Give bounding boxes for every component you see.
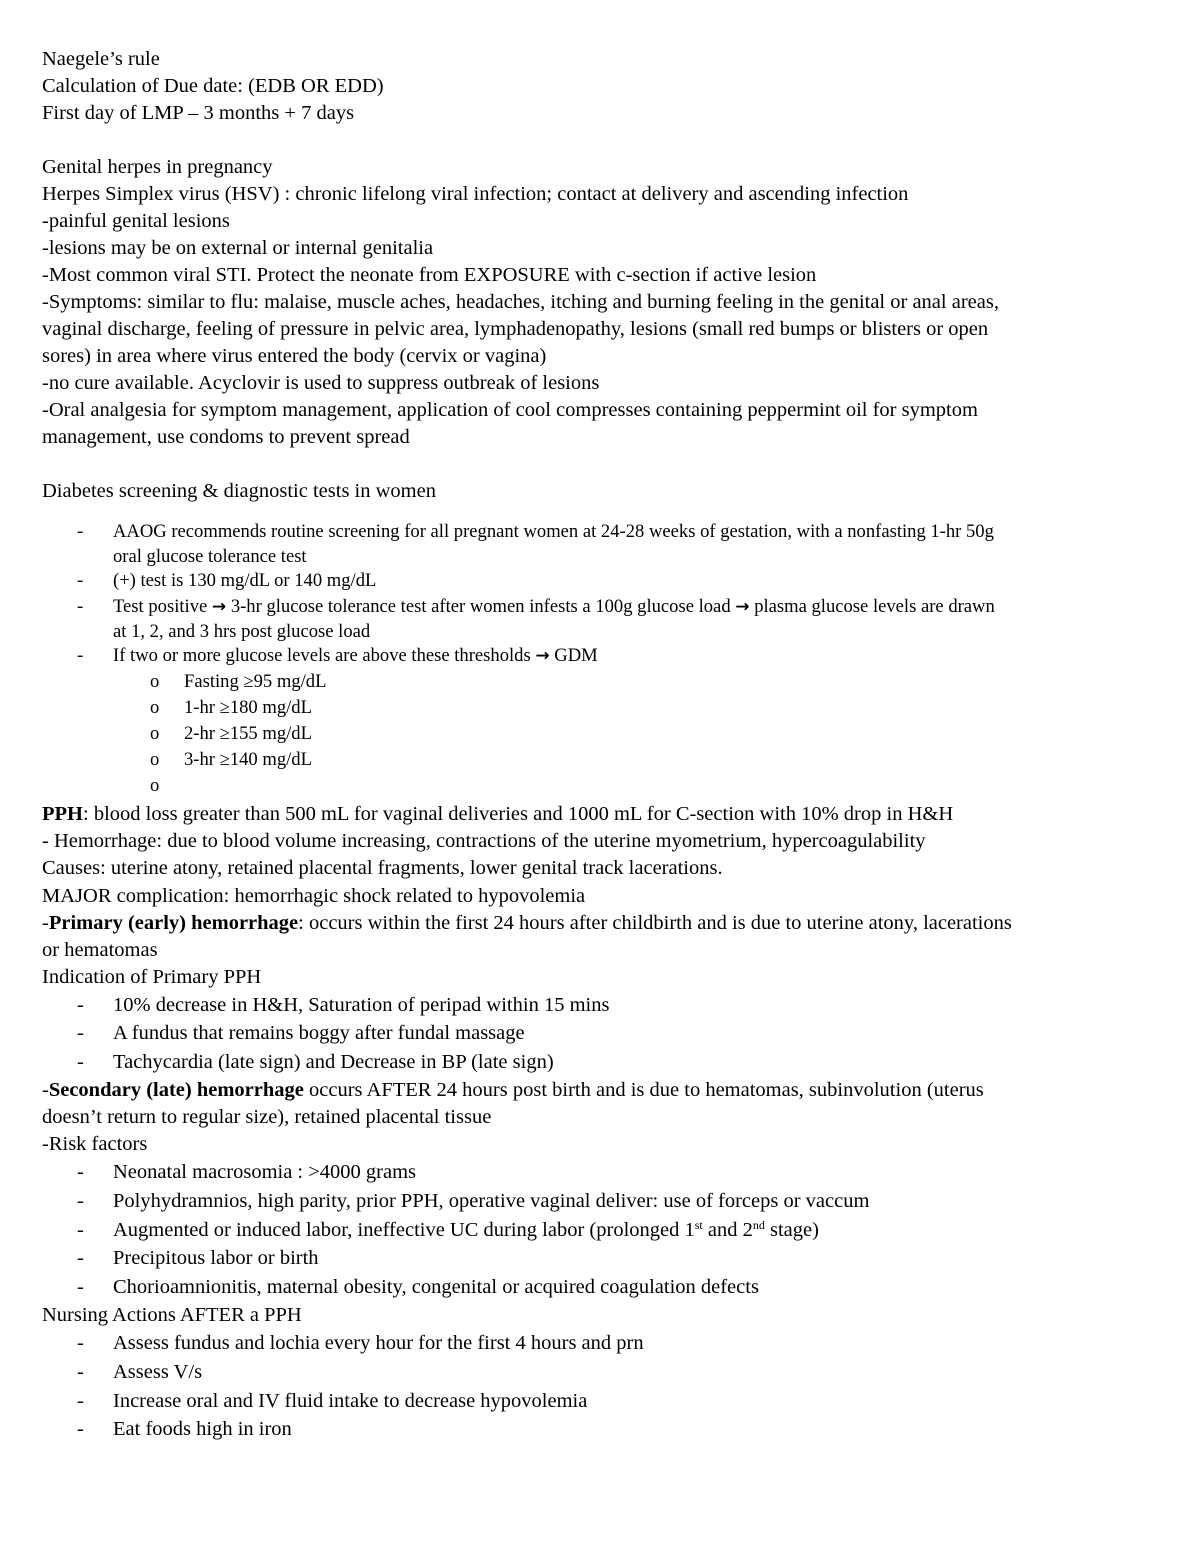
herpes-line: -painful genital lesions	[42, 210, 230, 232]
sub-bullet-marker: o	[150, 671, 160, 692]
pph-hemorrhage: - Hemorrhage: due to blood volume increasing, contractions of the uterine myometrium, hypercoagulability	[42, 830, 926, 852]
bullet-dash: -	[77, 1219, 84, 1241]
pph-primary-cont: or hematomas	[42, 939, 158, 961]
risk-item: Chorioamnionitis, maternal obesity, congenital or acquired coagulation defects	[113, 1276, 759, 1298]
nursing-item: Eat foods high in iron	[113, 1418, 292, 1440]
risk-item: Augmented or induced labor, ineffective UC during labor (prolonged 1st and 2nd stage)	[113, 1218, 819, 1241]
bullet-dash: -	[77, 596, 84, 617]
risk-item: Polyhydramnios, high parity, prior PPH, operative vaginal deliver: use of forceps or vaccum	[113, 1190, 870, 1212]
pph-secondary-cont: doesn’t return to regular size), retained placental tissue	[42, 1106, 492, 1128]
bullet-dash: -	[77, 1332, 84, 1354]
bullet-dash: -	[77, 1161, 84, 1183]
nursing-item: Assess V/s	[113, 1361, 203, 1383]
nursing-item: Increase oral and IV fluid intake to decrease hypovolemia	[113, 1390, 588, 1412]
sub-bullet-marker: o	[150, 723, 160, 744]
pph-definition: PPH: blood loss greater than 500 mL for vaginal deliveries and 1000 mL for C-section with 10% drop in H&H	[42, 803, 954, 825]
bullet-dash: -	[77, 1276, 84, 1298]
herpes-line: -Oral analgesia for symptom management, application of cool compresses containing peppermint oil for symptom	[42, 399, 978, 421]
herpes-line: -Symptoms: similar to flu: malaise, muscle aches, headaches, itching and burning feeling in the genital or anal areas,	[42, 291, 999, 313]
naegele-title: Naegele’s rule	[42, 48, 160, 70]
threshold-item: Fasting ≥95 mg/dL	[184, 671, 327, 692]
nursing-title: Nursing Actions AFTER a PPH	[42, 1304, 302, 1326]
bullet-dash: -	[77, 1247, 84, 1269]
arrow-right-icon: →	[211, 597, 227, 617]
nursing-item: Assess fundus and lochia every hour for the first 4 hours and prn	[113, 1332, 644, 1354]
herpes-line: -no cure available. Acyclovir is used to suppress outbreak of lesions	[42, 372, 600, 394]
herpes-line: -Most common viral STI. Protect the neonate from EXPOSURE with c-section if active lesion	[42, 264, 817, 286]
threshold-item: 1-hr ≥180 mg/dL	[184, 697, 312, 718]
bullet-dash: -	[77, 994, 84, 1016]
indication-item: Tachycardia (late sign) and Decrease in BP (late sign)	[113, 1051, 554, 1073]
indication-item: A fundus that remains boggy after fundal massage	[113, 1022, 525, 1044]
diabetes-bullet-1-cont: oral glucose tolerance test	[113, 546, 307, 567]
bullet-dash: -	[77, 1361, 84, 1383]
bullet-dash: -	[77, 521, 84, 542]
diabetes-title: Diabetes screening & diagnostic tests in women	[42, 480, 436, 502]
bullet-dash: -	[77, 1418, 84, 1440]
bullet-dash: -	[77, 1190, 84, 1212]
sub-bullet-marker: o	[150, 697, 160, 718]
diabetes-bullet-3-cont: at 1, 2, and 3 hrs post glucose load	[113, 621, 371, 642]
herpes-line: management, use condoms to prevent spread	[42, 426, 410, 448]
naegele-line-2: First day of LMP – 3 months + 7 days	[42, 102, 355, 124]
sub-bullet-marker: o	[150, 775, 160, 796]
pph-major: MAJOR complication: hemorrhagic shock related to hypovolemia	[42, 885, 586, 907]
herpes-line: Herpes Simplex virus (HSV) : chronic lifelong viral infection; contact at delivery and ascending infection	[42, 183, 909, 205]
indication-title: Indication of Primary PPH	[42, 966, 262, 988]
diabetes-bullet-2: (+) test is 130 mg/dL or 140 mg/dL	[113, 570, 377, 591]
diabetes-bullet-1: AAOG recommends routine screening for all pregnant women at 24-28 weeks of gestation, with a nonfasting 1-hr 50g	[113, 521, 994, 542]
pph-primary: -Primary (early) hemorrhage: occurs within the first 24 hours after childbirth and is due to uterine atony, lacerations	[42, 912, 1012, 934]
naegele-line-1: Calculation of Due date: (EDB OR EDD)	[42, 75, 384, 97]
bullet-dash: -	[77, 570, 84, 591]
bullet-dash: -	[77, 1390, 84, 1412]
herpes-line: sores) in area where virus entered the body (cervix or vagina)	[42, 345, 547, 367]
bullet-dash: -	[77, 1051, 84, 1073]
risk-item: Precipitous labor or birth	[113, 1247, 319, 1269]
arrow-right-icon: →	[735, 597, 750, 617]
sub-bullet-marker: o	[150, 749, 160, 770]
pph-secondary: -Secondary (late) hemorrhage occurs AFTER 24 hours post birth and is due to hematomas, subinvolution (uterus	[42, 1079, 984, 1101]
threshold-item: 3-hr ≥140 mg/dL	[184, 749, 312, 770]
indication-item: 10% decrease in H&H, Saturation of peripad within 15 mins	[113, 994, 610, 1016]
bullet-dash: -	[77, 645, 84, 666]
risk-title: -Risk factors	[42, 1133, 148, 1155]
risk-item: Neonatal macrosomia : >4000 grams	[113, 1161, 417, 1183]
diabetes-bullet-4: If two or more glucose levels are above these thresholds → GDM	[113, 645, 598, 666]
herpes-line: vaginal discharge, feeling of pressure in pelvic area, lymphadenopathy, lesions (small red bumps or blisters or open	[42, 318, 989, 340]
arrow-right-icon: →	[535, 646, 550, 666]
threshold-item: 2-hr ≥155 mg/dL	[184, 723, 312, 744]
herpes-title: Genital herpes in pregnancy	[42, 156, 273, 178]
herpes-line: -lesions may be on external or internal genitalia	[42, 237, 434, 259]
diabetes-bullet-3: Test positive → 3-hr glucose tolerance test after women infests a 100g glucose load → plasma glucose levels are drawn	[113, 596, 995, 617]
bullet-dash: -	[77, 1022, 84, 1044]
pph-causes: Causes: uterine atony, retained placental fragments, lower genital track lacerations.	[42, 857, 723, 879]
